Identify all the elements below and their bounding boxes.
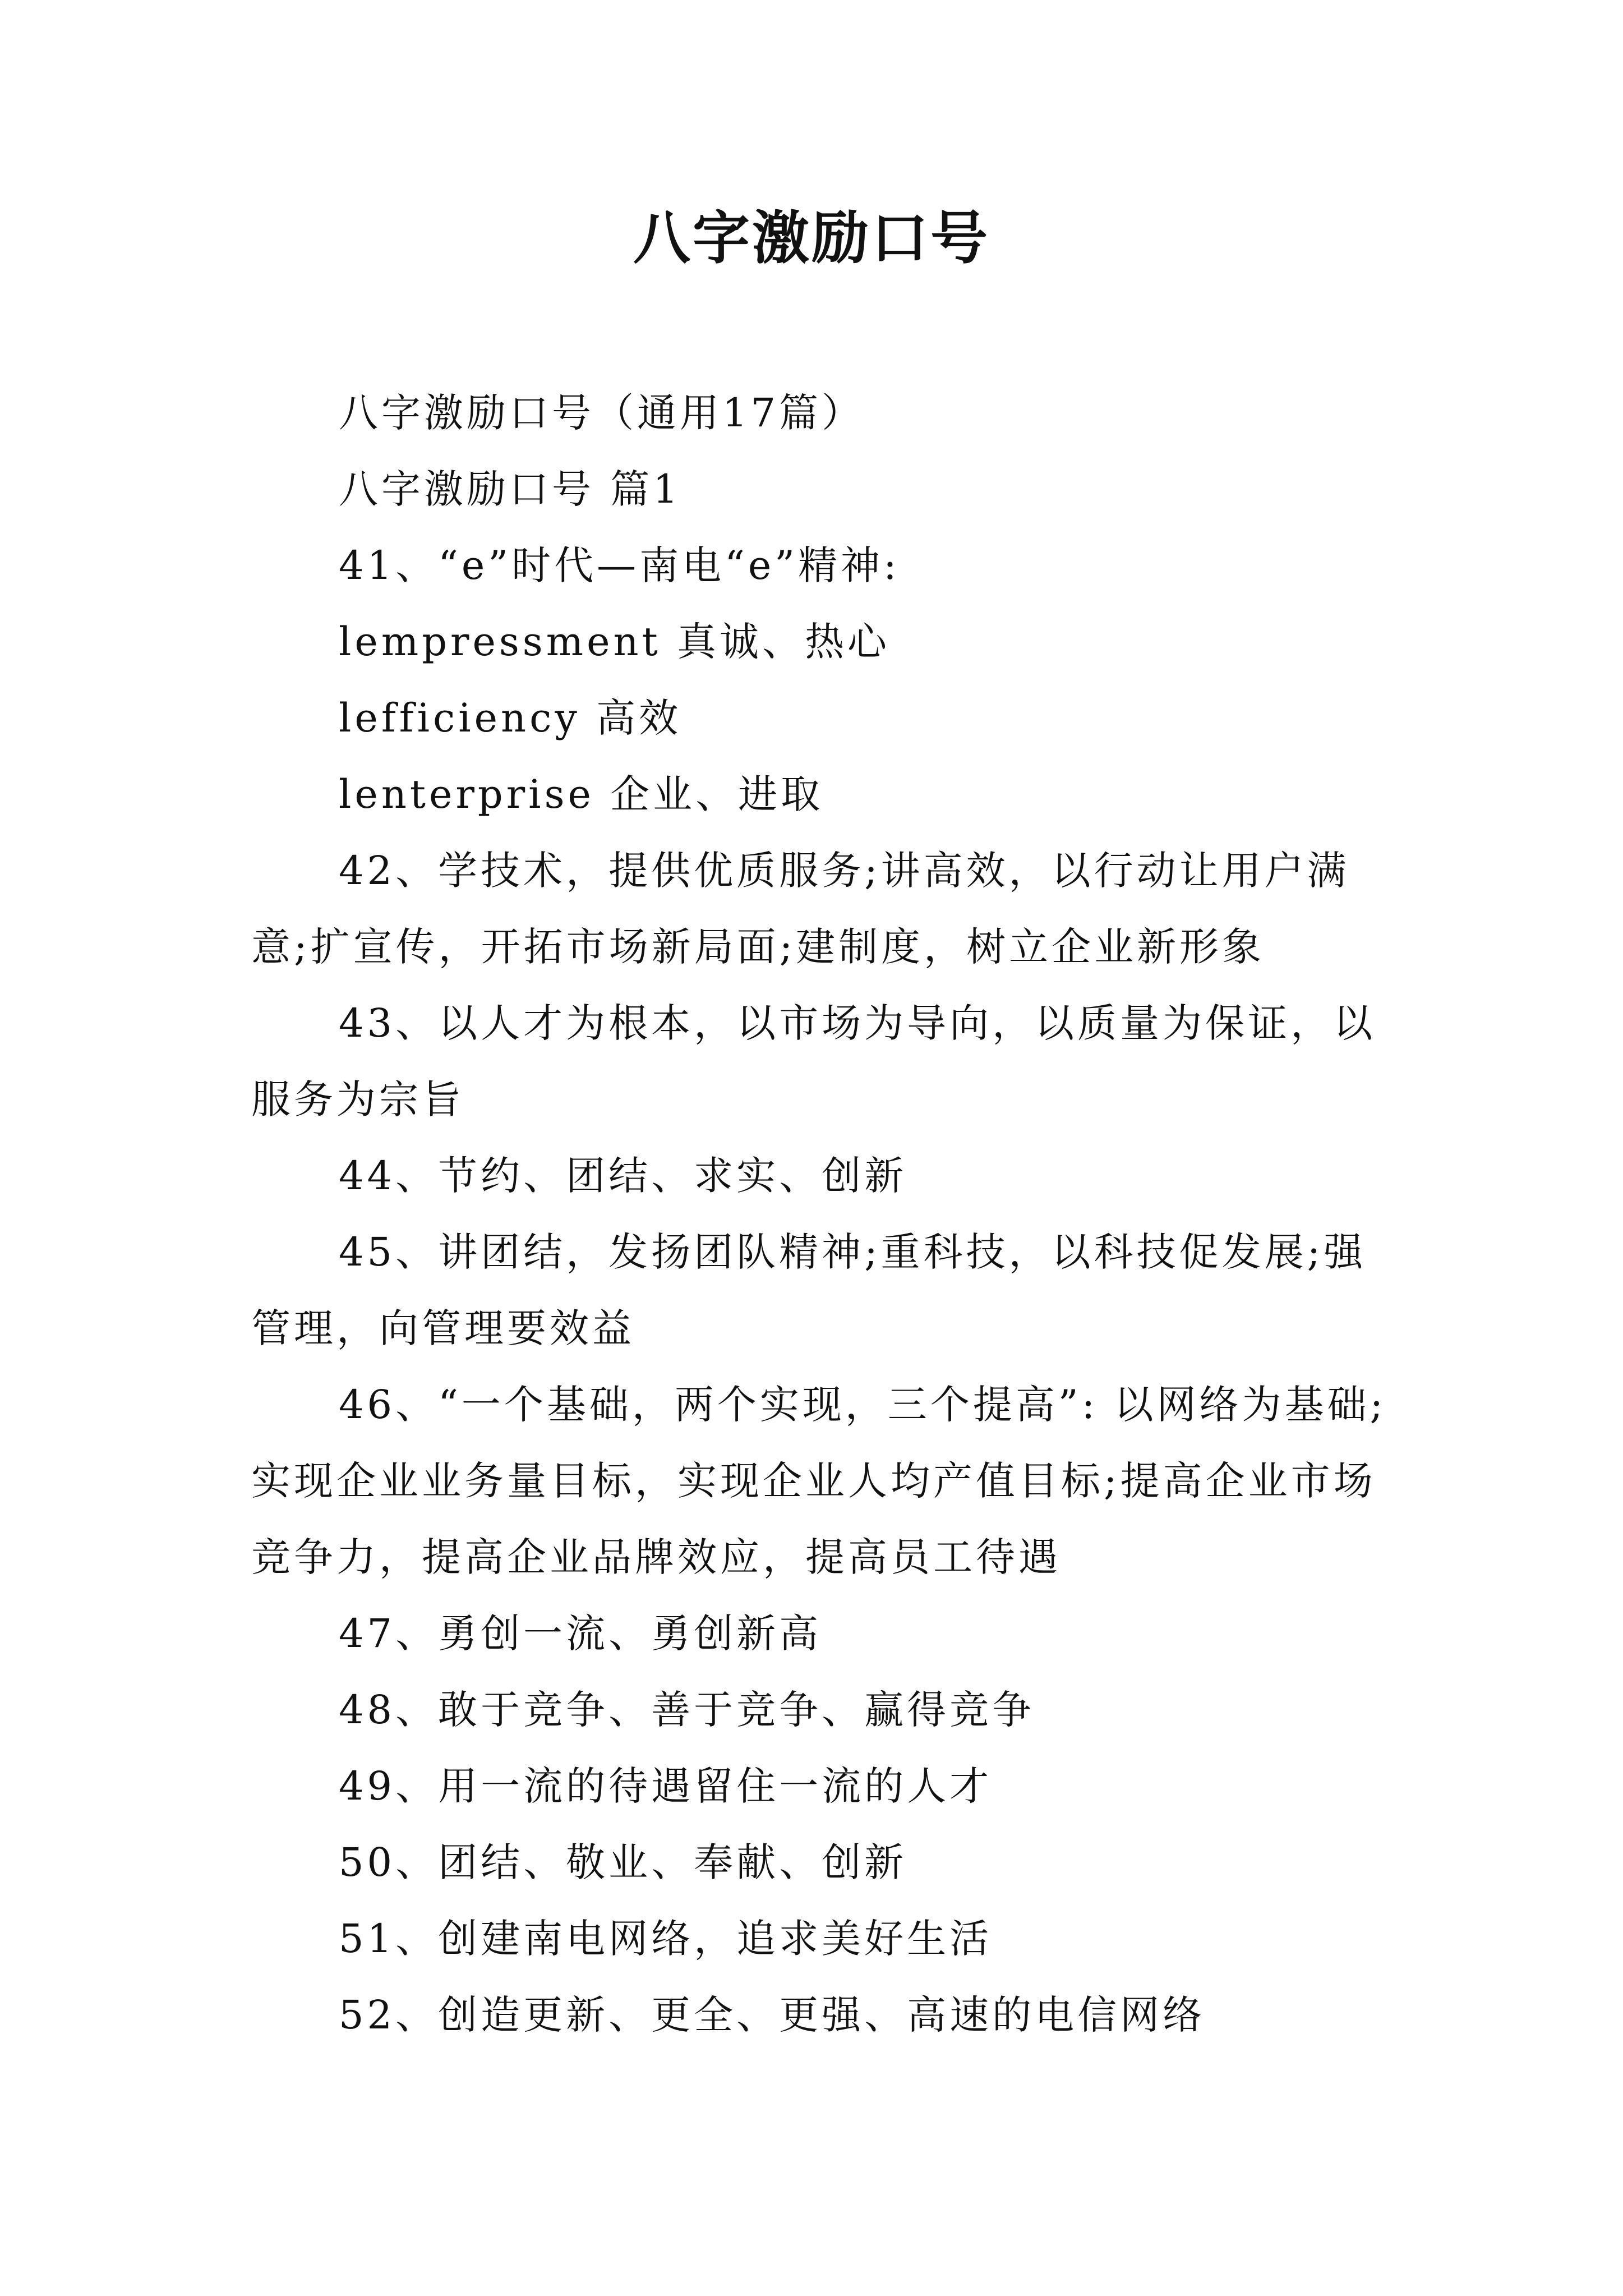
- document-title: 八字激励口号: [633, 205, 990, 272]
- paragraph-section-heading: 八字激励口号 篇1: [339, 466, 681, 512]
- paragraph-slogan-49: 49、用一流的待遇留住一流的人才: [339, 1763, 993, 1809]
- paragraph-slogan-50: 50、团结、敬业、奉献、创新: [339, 1839, 907, 1885]
- document-body: [251, 375, 1392, 2053]
- paragraph-slogan-46: 46、“一个基础，两个实现，三个提高”: 以网络为基础;实现企业业务量目标，实现企业人均产值目标;提高企业市场竞争力，提高企业品牌效应，提高员工待遇: [251, 1382, 1387, 1580]
- paragraph-slogan-51: 51、创建南电网络，追求美好生活: [339, 1916, 993, 1962]
- paragraph-slogan-41-line-2: lefficiency 高效: [339, 695, 682, 741]
- paragraph-slogan-48: 48、敢于竞争、善于竞争、赢得竞争: [339, 1687, 1035, 1733]
- paragraph-slogan-43: 43、以人才为根本，以市场为导向，以质量为保证，以服务为宗旨: [251, 1000, 1376, 1122]
- paragraph-slogan-52: 52、创造更新、更全、更强、高速的电信网络: [339, 1992, 1206, 2038]
- paragraph-slogan-44: 44、节约、团结、求实、创新: [339, 1153, 907, 1199]
- paragraph-slogan-41: 41、“e”时代—南电“e”精神:: [339, 542, 900, 588]
- paragraph-slogan-45: 45、讲团结，发扬团队精神;重科技，以科技促发展;强管理，向管理要效益: [251, 1229, 1367, 1351]
- paragraph-slogan-41-line-3: lenterprise 企业、进取: [339, 771, 824, 817]
- paragraph-collection-title: 八字激励口号（通用17篇）: [339, 390, 865, 436]
- paragraph-slogan-47: 47、勇创一流、勇创新高: [339, 1611, 822, 1657]
- paragraph-slogan-41-line-1: lempressment 真诚、热心: [339, 619, 890, 665]
- paragraph-slogan-42: 42、学技术，提供优质服务;讲高效，以行动让用户满意;扩宣传，开拓市场新局面;建制度，树立企业新形象: [251, 848, 1350, 970]
